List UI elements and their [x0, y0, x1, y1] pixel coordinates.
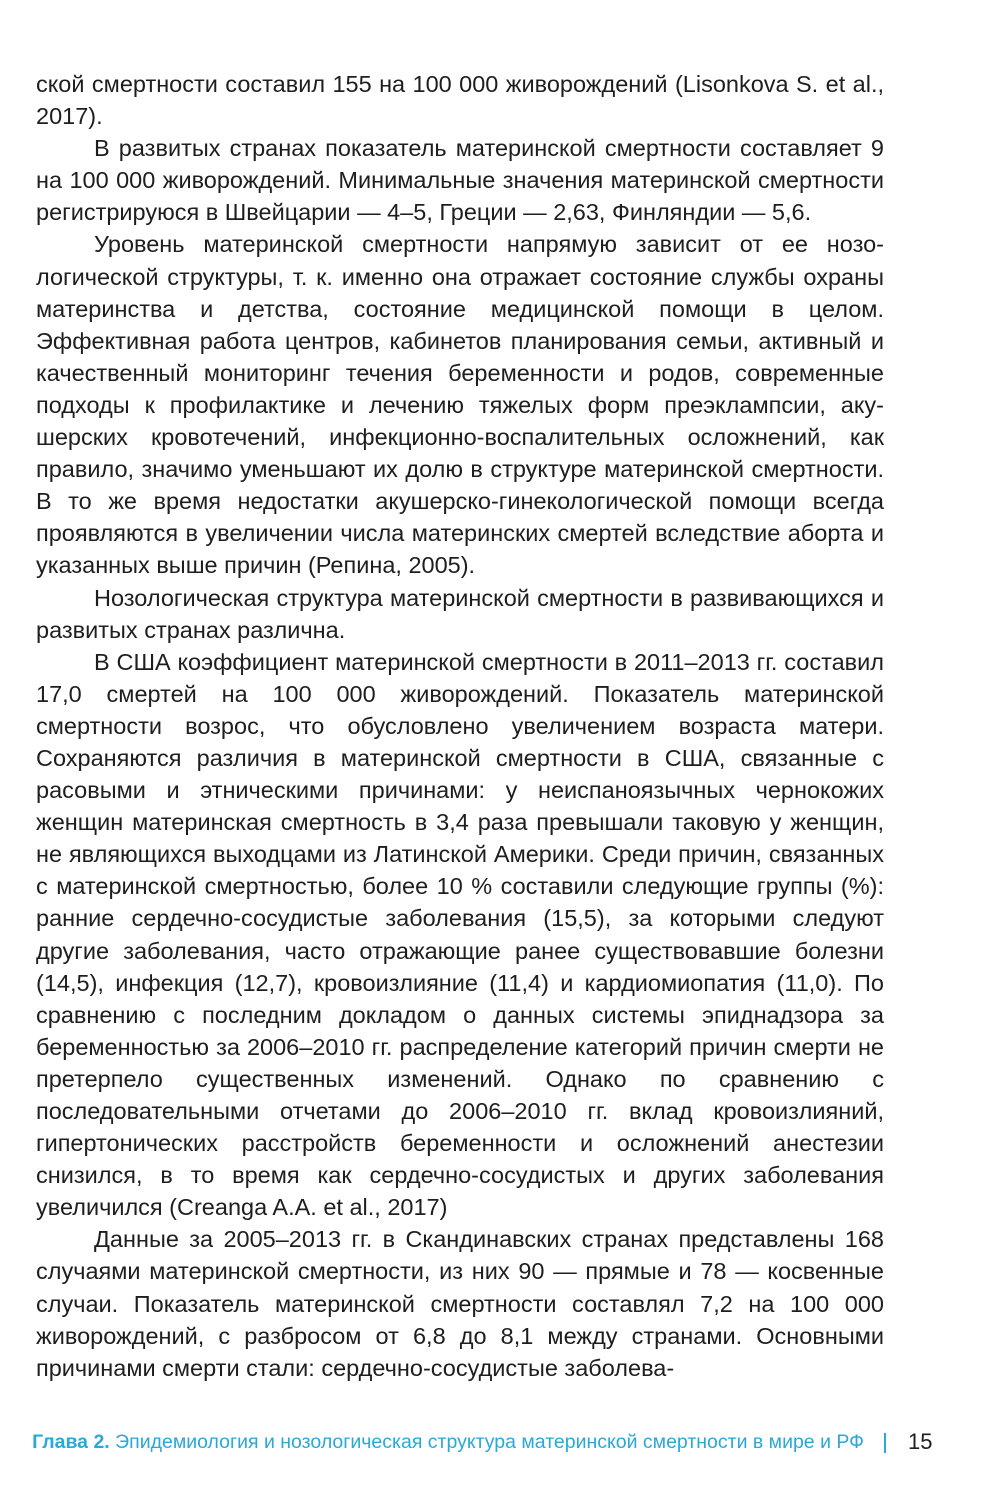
paragraph-usa: В США коэффициент материнской смертности в 2011–2013 гг. составил 17,0 смертей на 100 000 живорождений. Показатель материнской смертности возрос, что обусловлено увеличением возраста матери. Сохраняются различия в материнской смертности в США, связанные с расовыми и этническими причинами: у неиспаноязычных чернокожих женщин материнская смертность в 3,4 раза превышали таковую у женщин, не являющихся выходцами из Латинской Америки. Среди причин, связанных с материнской смертностью, более 10 % составили следующие группы (%): ранние сердечно-сосудистые заболевания (15,5), за которыми следуют другие заболевания, часто отражающие ранее существовавшие болезни (14,5), инфекция (12,7), кровоизлияние (11,4) и кардиомиопатия (11,0). По сравнению с последним докладом о данных системы эпиднадзора за беременностью за 2006–2010 гг. распределение категорий причин смерти не претерпело существенных изменений. Однако по сравнению с последовательными отчетами до 2006–2010 гг. вклад кровоизлияний, гипертонических расстройств беременности и осложнений анестезии снизился, в то время как сердечно-сосудистых и других заболевания увеличился (Creanga A.A. et al., 2017) [36, 648, 884, 1221]
paragraph-developed-countries: В развитых странах показатель материнской смертности составляет 9 на 100 000 живорождений. Минимальные значения материнской смертности регистрируюся в Швейцарии — 4–5, Греции — 2,63, Финляндии — 5,6. [36, 135, 884, 226]
chapter-label: Глава 2. [32, 1431, 110, 1453]
running-footer-chapter [32, 1431, 864, 1454]
paragraph-continuation: ской смертности составил 155 на 100 000 живорождений (Lisonkova S. et al., 2017). [36, 71, 884, 130]
chapter-title: Эпидемиология и нозологическая структура материнской смертности в мире и РФ [115, 1431, 864, 1453]
footer-divider [884, 1433, 886, 1453]
paragraph-nosological-structure: Уровень материнской смертности напрямую зависит от ее нозологической структуры, т. к. именно она отражает состояние службы охраны материнства и детства, состояние медицинской помощи в целом. Эффективная работа центров, кабинетов планирования семьи, активный и качественный мониторинг течения беременности и родов, современные подходы к профилактике и лечению тяжелых форм преэклампсии, акушерских кровотечений, инфекционно-воспалительных осложнений, как правило, значимо уменьшают их долю в структуре материнской смертности. В то же время недостатки акушерско-гинекологической помощи всегда проявляются в увеличении числа материнских смертей вследствие аборта и указанных выше причин (Репина, 2005). [36, 231, 884, 579]
paragraph-scandinavia: Данные за 2005–2013 гг. в Скандинавских странах представлены 168 случаями материнской смертности, из них 90 — прямые и 78 — косвенные случаи. Показатель материнской смертности составлял 7,2 на 100 000 живорождений, с разбросом от 6,8 до 8,1 между странами. Основными причинами смерти стали: сердечно-сосудистые заболева- [36, 1226, 884, 1381]
body-text [36, 68, 884, 1384]
page-number: 15 [908, 1429, 933, 1454]
paragraph-structure-differs: Нозологическая структура материнской смертности в развивающихся и развитых странах различна. [36, 584, 884, 643]
page-footer [0, 1427, 1000, 1461]
